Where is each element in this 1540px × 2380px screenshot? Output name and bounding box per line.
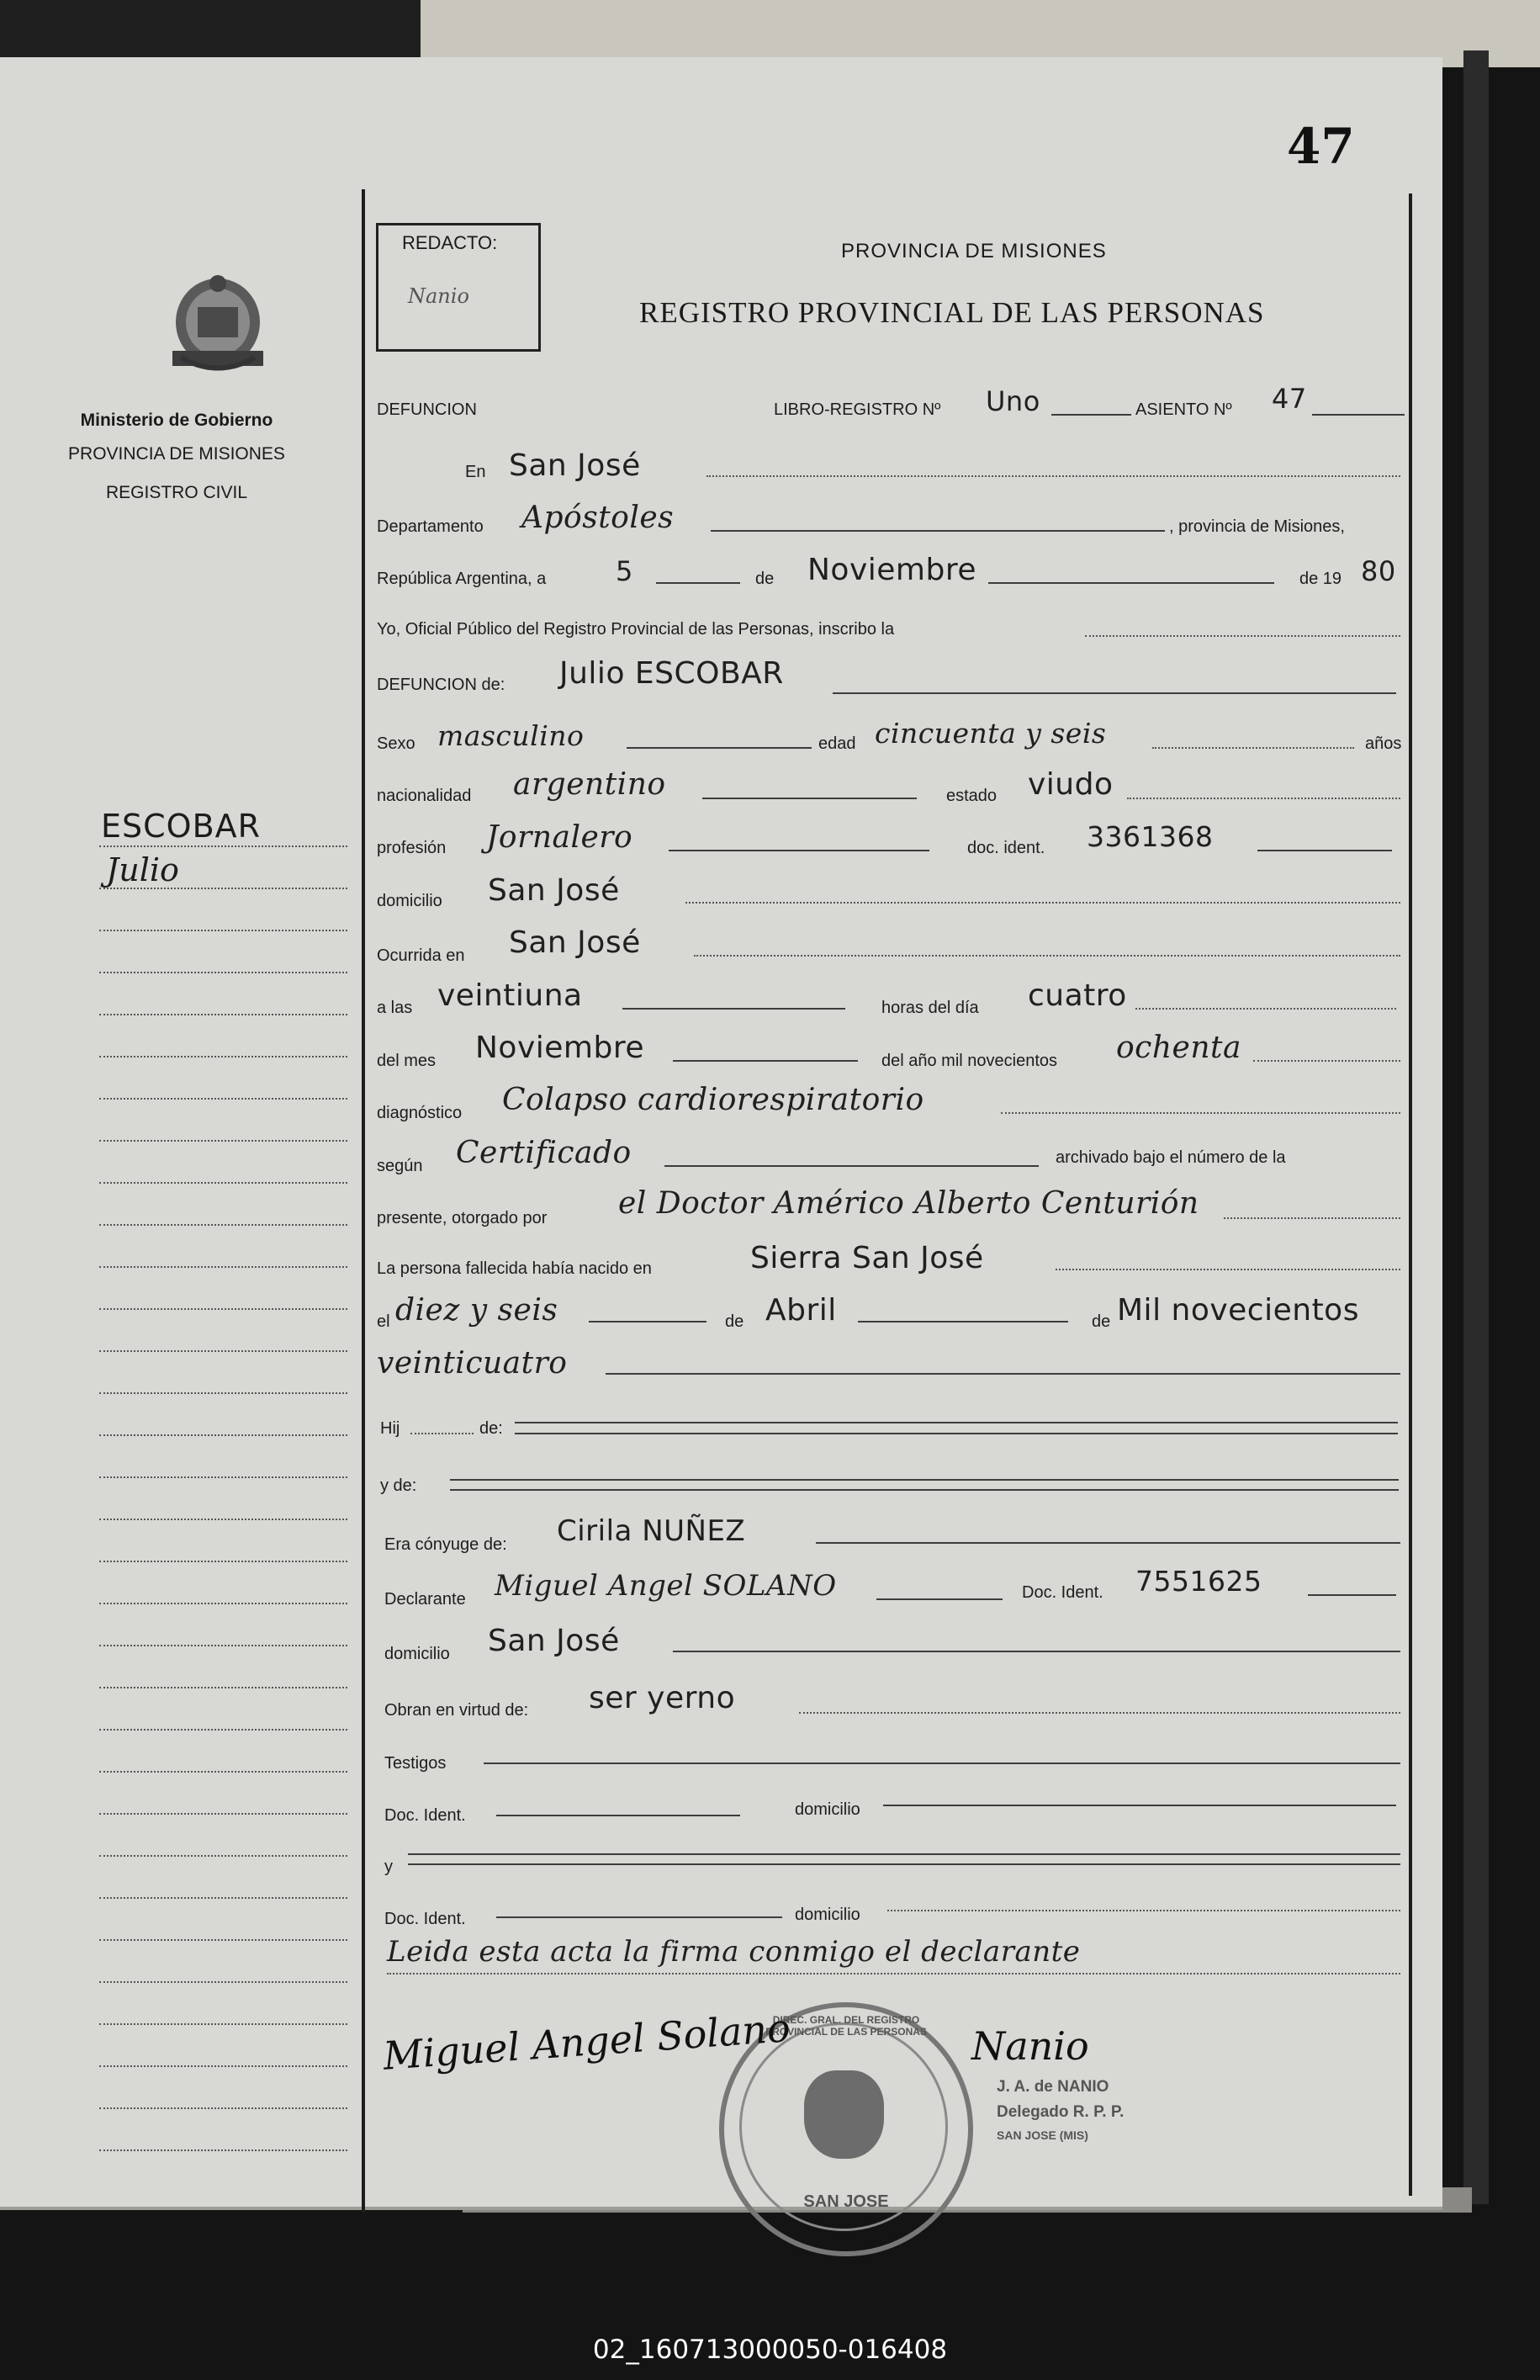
de-anio2-label: de (1092, 1312, 1111, 1331)
rule (883, 1805, 1396, 1806)
rule (706, 475, 1400, 477)
departamento-value: Apóstoles (521, 501, 675, 535)
rule (685, 902, 1400, 904)
province-title: PROVINCIA DE MISIONES (841, 240, 1107, 262)
nacionalidad-value: argentino (513, 767, 666, 802)
hij-label: Hij (380, 1419, 400, 1438)
rule (606, 1373, 1400, 1375)
obran-value: ser yerno (589, 1681, 736, 1715)
anios-label: años (1365, 734, 1402, 753)
libro-label: LIBRO-REGISTRO Nº (774, 400, 941, 419)
a-las-label: a las (377, 999, 413, 1017)
redacto-box (376, 223, 541, 352)
margin-rule (99, 2023, 347, 2025)
coat-of-arms-icon (164, 273, 272, 379)
nacionalidad-label: nacionalidad (377, 787, 472, 805)
horas-label: horas del día (881, 999, 979, 1017)
defuncion-de-value: Julio ESCOBAR (559, 656, 784, 691)
declarante-doc-value: 7551625 (1135, 1565, 1262, 1598)
profesion-label: profesión (377, 839, 447, 857)
delegado-name: J. A. de NANIO (997, 2078, 1109, 2096)
nacido-label: La persona fallecida había nacido en (377, 1259, 652, 1278)
ministry-registry: REGISTRO CIVIL (105, 483, 248, 502)
conyuge-value: Cirila NUÑEZ (557, 1514, 746, 1548)
rule (673, 1651, 1400, 1652)
rule (1253, 1060, 1400, 1062)
rule (656, 582, 740, 584)
delegado-place: SAN JOSE (MIS) (997, 2128, 1088, 2142)
archivado-label: archivado bajo el número de la (1056, 1148, 1286, 1167)
stamp-emblem-icon (804, 2070, 884, 2159)
obran-label: Obran en virtud de: (384, 1701, 529, 1720)
margin-rule (99, 1897, 347, 1899)
rule (1308, 1594, 1396, 1596)
conyuge-label: Era cónyuge de: (384, 1535, 507, 1554)
t-domicilio-label: domicilio (795, 1800, 860, 1819)
margin-rule (99, 2065, 347, 2067)
el-value: diez y seis (395, 1293, 558, 1328)
rule (496, 1916, 782, 1918)
en-value: San José (509, 448, 641, 483)
del-mes-label: del mes (377, 1052, 437, 1070)
profesion-value: Jornalero (486, 820, 633, 855)
margin-rule (99, 1182, 347, 1184)
margin-rule (99, 1014, 347, 1015)
delegado-title: Delegado R. P. P. (997, 2103, 1125, 2121)
margin-rule (99, 1603, 347, 1604)
edad-label: edad (818, 734, 856, 753)
rule (496, 1815, 740, 1816)
stamp-center-text: SAN JOSE (803, 2192, 889, 2211)
rule (988, 582, 1274, 584)
rule (387, 1973, 1400, 1974)
rule (702, 798, 917, 799)
ministry-name: Ministerio de Gobierno (80, 411, 273, 430)
leida-text: Leida esta acta la firma conmigo el declarante (387, 1935, 1081, 1969)
official-signature: Nanio (971, 2023, 1089, 2069)
decl-domicilio-label: domicilio (384, 1645, 450, 1663)
rule (589, 1321, 706, 1323)
presente-value: el Doctor Américo Alberto Centurión (618, 1186, 1199, 1221)
redacto-initials: Nanio (408, 284, 469, 308)
rule (622, 1008, 845, 1010)
republica-label: República Argentina, a (377, 570, 547, 588)
de-anio2-value: Mil novecientos (1117, 1293, 1359, 1328)
y-de-label: y de: (380, 1476, 417, 1495)
rule (484, 1762, 1400, 1764)
margin-rule (99, 1519, 347, 1520)
margin-rule (99, 1813, 347, 1815)
rule (1224, 1217, 1400, 1219)
margin-rule (99, 1140, 347, 1142)
rule (410, 1433, 474, 1434)
de-anio-label: de 19 (1299, 570, 1342, 588)
margin-rule (99, 1729, 347, 1731)
rule (1312, 414, 1405, 416)
asiento-label: ASIENTO Nº (1135, 400, 1232, 419)
dia-value: 5 (616, 555, 633, 587)
margin-rule (99, 1308, 347, 1310)
doc-ident-value: 3361368 (1087, 820, 1214, 853)
mes-value: Noviembre (807, 553, 976, 587)
en-label: En (465, 463, 486, 481)
horas-value: cuatro (1028, 978, 1127, 1013)
page-number: 47 (1287, 118, 1355, 175)
diagnostico-value: Colapso cardiorespiratorio (502, 1083, 924, 1117)
rule (799, 1712, 1400, 1714)
a-las-value: veintiuna (437, 978, 583, 1013)
rule (1001, 1112, 1400, 1114)
margin-rule (99, 845, 347, 847)
rule (858, 1321, 1068, 1323)
de-mes-value: Abril (765, 1293, 837, 1328)
defuncion-de-label: DEFUNCION de: (377, 676, 505, 694)
margin-rule (99, 1645, 347, 1646)
backdrop-dark (0, 0, 421, 63)
t-doc-label: Doc. Ident. (384, 1806, 466, 1825)
rule (1257, 850, 1392, 851)
asiento-value: 47 (1272, 383, 1307, 415)
rule (515, 1433, 1398, 1434)
del-anio-label: del año mil novecientos (881, 1052, 1058, 1070)
rule (450, 1479, 1399, 1481)
de-label: de (755, 570, 775, 588)
type-label: DEFUNCION (377, 400, 477, 419)
domicilio-label: domicilio (377, 892, 442, 910)
departamento-label: Departamento (377, 517, 484, 536)
declarante-value: Miguel Angel SOLANO (495, 1569, 837, 1603)
sexo-value: masculino (437, 719, 585, 752)
margin-rule (99, 1981, 347, 1983)
rule (833, 692, 1396, 694)
hij-de-label: de: (479, 1419, 503, 1438)
testigos-label: Testigos (384, 1754, 447, 1773)
margin-rule (99, 1392, 347, 1394)
del-anio-value: ochenta (1116, 1031, 1241, 1065)
margin-rule (99, 1056, 347, 1057)
decl-domicilio-value: San José (488, 1624, 620, 1658)
margin-rule (99, 1561, 347, 1562)
margin-rule (99, 972, 347, 973)
margin-rule (99, 1224, 347, 1226)
margin-firstname: Julio (106, 851, 179, 888)
margin-rule (99, 1098, 347, 1100)
rule (1152, 747, 1354, 749)
segun-label: según (377, 1157, 423, 1175)
margin-surname: ESCOBAR (101, 808, 262, 845)
diagnostico-label: diagnóstico (377, 1104, 463, 1122)
rule (408, 1853, 1400, 1855)
t2-domicilio-label: domicilio (795, 1906, 860, 1924)
rule (669, 850, 929, 851)
margin-rule (99, 2149, 347, 2151)
rule (887, 1910, 1400, 1911)
del-mes-value: Noviembre (475, 1031, 644, 1065)
rule (673, 1060, 858, 1062)
right-border (1409, 193, 1412, 2196)
declarante-label: Declarante (384, 1590, 466, 1609)
document-page (0, 57, 1442, 2210)
declarante-doc-label: Doc. Ident. (1022, 1583, 1103, 1602)
t2-doc-label: Doc. Ident. (384, 1910, 466, 1928)
presente-label: presente, otorgado por (377, 1209, 548, 1227)
rule (1135, 1008, 1396, 1010)
image-identifier: 02_160713000050-016408 (592, 2335, 948, 2365)
declarante-signature: Miguel Angel Solano (381, 2005, 792, 2079)
rule (1085, 635, 1400, 637)
rule (1127, 798, 1400, 799)
rule (694, 955, 1400, 957)
de-mes-label: de (725, 1312, 744, 1331)
rule (450, 1489, 1399, 1491)
book-edge (1463, 50, 1489, 2204)
yo-oficial-text: Yo, Oficial Público del Registro Provincial de las Personas, inscribo la (377, 620, 895, 639)
doc-ident-label: doc. ident. (967, 839, 1045, 857)
margin-rule (99, 1939, 347, 1941)
segun-value: Certificado (456, 1136, 632, 1170)
rule (515, 1422, 1398, 1423)
stamp-ring-text: DIREC. GRAL. DEL REGISTRO PROVINCIAL DE LAS PERSONAS (765, 2014, 927, 2038)
anio-value: 80 (1361, 555, 1396, 587)
rule (664, 1165, 1039, 1167)
edad-value: cincuenta y seis (875, 717, 1107, 750)
estado-value: viudo (1028, 767, 1114, 802)
margin-rule (99, 1687, 347, 1688)
nacido-value: Sierra San José (750, 1241, 984, 1275)
sexo-label: Sexo (377, 734, 415, 753)
margin-rule (99, 888, 347, 889)
margin-rule (99, 930, 347, 931)
rule (876, 1598, 1003, 1600)
redacto-label: REDACTO: (402, 232, 498, 253)
rule (1056, 1269, 1400, 1270)
margin-rule (99, 1771, 347, 1773)
estado-label: estado (946, 787, 998, 805)
y-label: y (384, 1858, 393, 1876)
margin-rule (99, 1350, 347, 1352)
rule (627, 747, 812, 749)
ocurrida-value: San José (509, 925, 641, 960)
libro-value: Uno (986, 385, 1040, 417)
registry-title: REGISTRO PROVINCIAL DE LAS PERSONAS (639, 296, 1265, 329)
rule (1051, 414, 1131, 416)
rule (711, 530, 1165, 532)
ocurrida-label: Ocurrida en (377, 946, 465, 965)
margin-divider (362, 189, 365, 2213)
margin-rule (99, 1855, 347, 1857)
margin-rule (99, 2107, 347, 2109)
domicilio-value: San José (488, 873, 620, 908)
ministry-province: PROVINCIA DE MISIONES (68, 444, 285, 464)
el-label: el (377, 1312, 390, 1331)
anio-cont-value: veinticuatro (377, 1346, 568, 1381)
margin-rule (99, 1434, 347, 1436)
margin-rule (99, 1266, 347, 1268)
margin-rule (99, 1476, 347, 1478)
rule (816, 1542, 1400, 1544)
provincia-suffix: , provincia de Misiones, (1169, 517, 1345, 536)
rule (408, 1863, 1400, 1865)
